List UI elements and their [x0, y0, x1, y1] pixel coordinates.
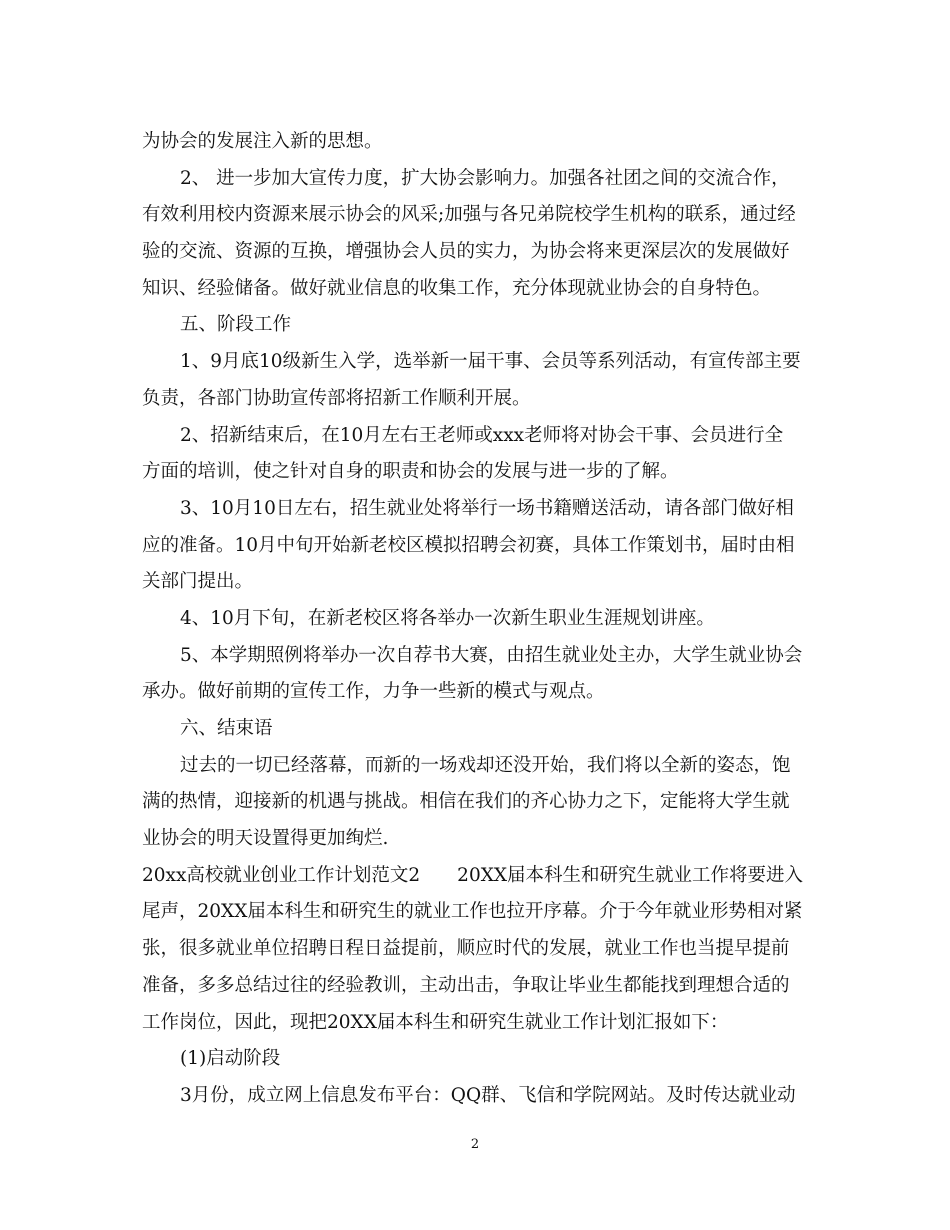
text-line: (1)启动阶段 [180, 1048, 281, 1070]
text-line: 满的热情，迎接新的机遇与挑战。相信在我们的齐心协力之下，定能将大学生就 [142, 791, 790, 813]
text-line: 20xx高校就业创业工作计划范文2 20XX届本科生和研究生就业工作将要进入 [142, 864, 804, 886]
text-line: 验的交流、资源的互换，增强协会人员的实力，为协会将来更深层次的发展做好 [142, 241, 790, 263]
text-line: 业协会的明天设置得更加绚烂. [142, 828, 389, 850]
text-line: 工作岗位，因此，现把20XX届本科生和研究生就业工作计划汇报如下： [142, 1011, 729, 1033]
text-line: 负责，各部门协助宣传部将招新工作顺利开展。 [142, 387, 531, 409]
text-line: 3月份，成立网上信息发布平台：QQ群、飞信和学院网站。及时传达就业动 [180, 1084, 796, 1106]
text-line: 为协会的发展注入新的思想。 [142, 131, 383, 152]
text-line: 过去的一切已经落幕，而新的一场戏却还没开始，我们将以全新的姿态，饱 [180, 754, 791, 776]
text-line: 尾声，20XX届本科生和研究生的就业工作也拉开序幕。介于今年就业形势相对紧 [142, 901, 803, 923]
text-line: 知识、经验储备。做好就业信息的收集工作，充分体现就业协会的自身特色。 [142, 277, 772, 299]
page-number: 2 [470, 1137, 480, 1152]
text-line: 2、 进一步加大宣传力度，扩大协会影响力。加强各社团之间的交流合作， [180, 167, 790, 189]
text-line: 5、本学期照例将举办一次自荐书大赛，由招生就业处主办，大学生就业协会 [180, 644, 803, 666]
text-line: 2、招新结束后，在10月左右王老师或xxx老师将对协会干事、会员进行全 [180, 424, 784, 446]
body-text [142, 124, 807, 1115]
text-line: 3、10月10日左右，招生就业处将举行一场书籍赠送活动，请各部门做好相 [180, 497, 794, 519]
text-line: 有效利用校内资源来展示协会的风采;加强与各兄弟院校学生机构的联系，通过经 [142, 204, 796, 226]
text-line: 准备，多多总结过往的经验教训，主动出击，争取让毕业生都能找到理想合适的 [142, 974, 790, 996]
text-line: 方面的培训，使之针对自身的职责和协会的发展与进一步的了解。 [142, 461, 679, 483]
text-line: 关部门提出。 [142, 571, 254, 593]
text-line: 1、9月底10级新生入学，选举新一届干事、会员等系列活动，有宣传部主要 [180, 351, 801, 373]
text-line: 4、10月下旬，在新老校区将各举办一次新生职业生涯规划讲座。 [180, 607, 715, 629]
text-line: 承办。做好前期的宣传工作，力争一些新的模式与观点。 [142, 681, 605, 703]
text-line: 五、阶段工作 [180, 314, 292, 336]
text-line: 六、结束语 [180, 718, 273, 739]
text-line: 张，很多就业单位招聘日程日益提前，顺应时代的发展，就业工作也当提早提前 [142, 938, 790, 960]
text-line: 应的准备。10月中旬开始新老校区模拟招聘会初赛，具体工作策划书，届时由相 [142, 534, 795, 556]
